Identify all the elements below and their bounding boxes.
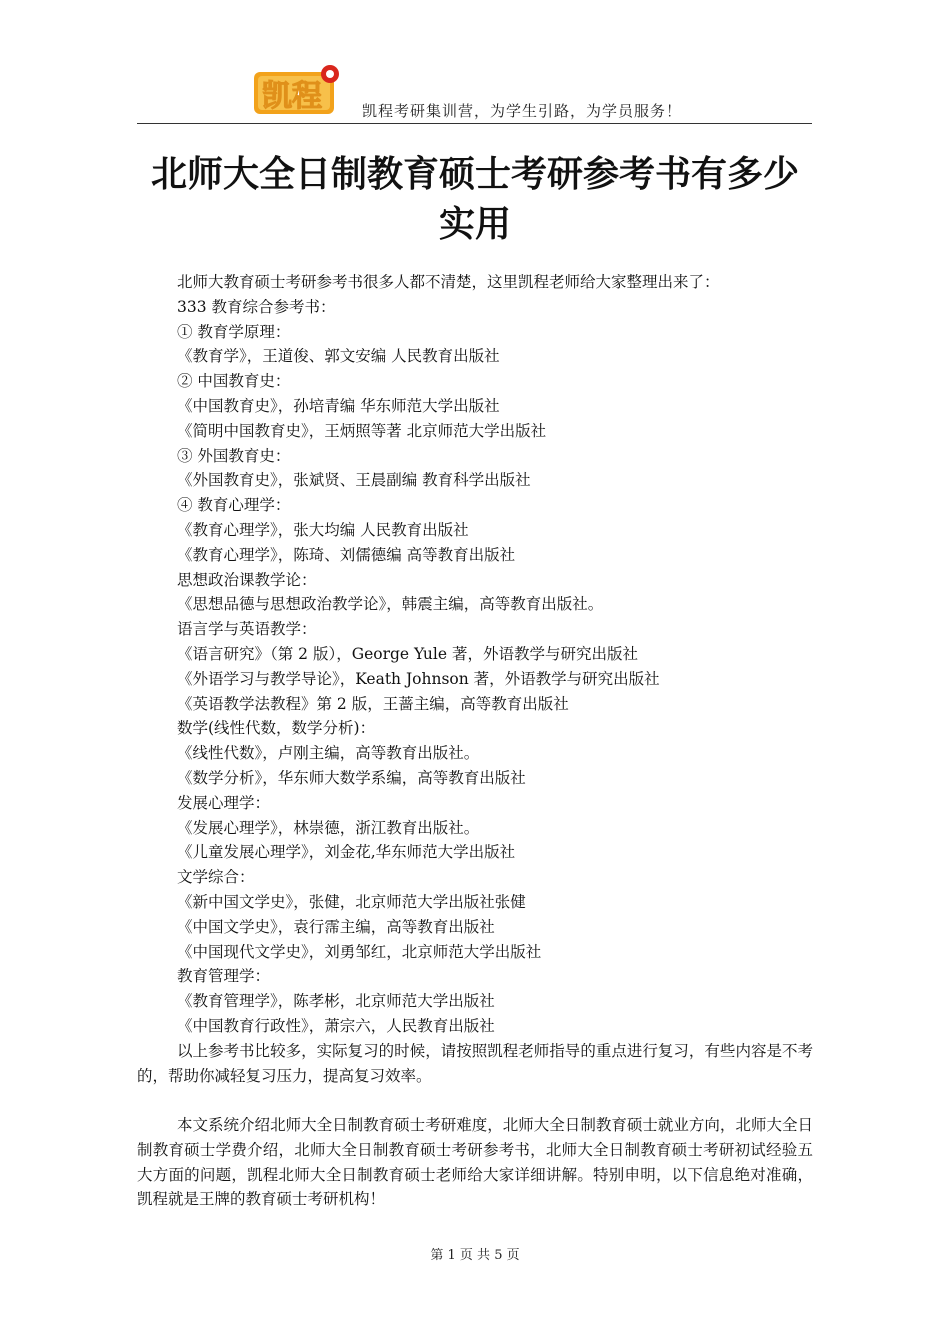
text-line: 《中国教育行政性》，萧宗六，人民教育出版社 (177, 1016, 495, 1035)
text-line: 《外语学习与教学导论》，Keath Johnson 著，外语教学与研究出版社 (177, 669, 660, 688)
page-header (0, 0, 950, 130)
svg-text:凯程: 凯程 (262, 79, 322, 114)
text-line: 思想政治课教学论： (177, 570, 317, 589)
text-line: 语言学与英语教学： (177, 620, 317, 639)
text-line: 《儿童发展心理学》，刘金花,华东师范大学出版社 (177, 843, 516, 862)
text-line: 《新中国文学史》，张健，北京师范大学出版社张健 (177, 892, 526, 911)
text-line: ② 中国教育史： (177, 372, 291, 391)
text-line: 《中国文学史》，袁行霈主编，高等教育出版社 (177, 917, 495, 936)
page-footer: 第 1 页 共 5 页 (430, 1248, 520, 1263)
text-line: 北师大教育硕士考研参考书很多人都不清楚，这里凯程老师给大家整理出来了： (177, 273, 720, 291)
text-line: 《教育管理学》，陈孝彬，北京师范大学出版社 (177, 992, 495, 1011)
text-line: 《教育学》，王道俊、郭文安编 人民教育出版社 (177, 347, 500, 366)
text-line: 《教育心理学》，陈琦、刘儒德编 高等教育出版社 (177, 545, 516, 564)
text-line: 发展心理学： (177, 793, 271, 812)
header-slogan: 凯程考研集训营，为学生引路，为学员服务！ (362, 102, 683, 120)
header-divider (137, 123, 812, 124)
text-line: 《外国教育史》，张斌贤、王晨副编 教育科学出版社 (177, 471, 531, 490)
text-line: 《数学分析》，华东师大数学系编，高等教育出版社 (177, 768, 526, 787)
text-line: 《线性代数》，卢刚主编，高等教育出版社。 (177, 744, 480, 763)
intro-paragraph: 本文系统介绍北师大全日制教育硕士考研难度，北师大全日制教育硕士就业方向，北师大全日制教育硕士学费介绍，北师大全日制教育硕士考研参考书，北师大全日制教育硕士考研初试经验五大方面的问题，凯程北师大全日制教育硕士老师给大家详细讲解。特别申明，以下信息绝对准确，凯程就是王牌的教育硕士考研机构！ (137, 1116, 813, 1209)
text-line: 《简明中国教育史》，王炳照等著 北京师范大学出版社 (177, 421, 547, 440)
text-line: 《中国教育史》，孙培青编 华东师范大学出版社 (177, 396, 500, 415)
text-line: 《中国现代文学史》，刘勇邹红，北京师范大学出版社 (177, 942, 542, 961)
summary-paragraph: 以上参考书比较多，实际复习的时候，请按照凯程老师指导的重点进行复习，有些内容是不考的，帮助你减轻复习压力，提高复习效率。 (137, 1041, 813, 1085)
text-line: 《发展心理学》，林崇德，浙江教育出版社。 (177, 818, 480, 837)
kaicheng-logo (252, 62, 342, 120)
text-line: 《教育心理学》，张大均编 人民教育出版社 (177, 520, 469, 539)
text-line: 《语言研究》（第 2 版），George Yule 著，外语教学与研究出版社 (177, 644, 638, 663)
text-line: 数学(线性代数，数学分析)： (177, 719, 376, 738)
paragraph-gap (137, 1088, 813, 1113)
text-line: 文学综合： (177, 868, 255, 887)
text-line: ④ 教育心理学： (177, 496, 291, 515)
text-line: ① 教育学原理： (177, 322, 291, 341)
document-body (137, 270, 813, 1212)
text-line: 教育管理学： (177, 967, 271, 986)
text-line: 《英语教学法教程》第 2 版，王蔷主编，高等教育出版社 (177, 694, 569, 713)
text-line: 333 教育综合参考书： (177, 297, 336, 316)
page-title: 北师大全日制教育硕士考研参考书有多少实用 (150, 154, 799, 245)
text-line: ③ 外国教育史： (177, 446, 291, 465)
text-line: 《思想品德与思想政治教学论》，韩震主编，高等教育出版社。 (177, 595, 604, 614)
